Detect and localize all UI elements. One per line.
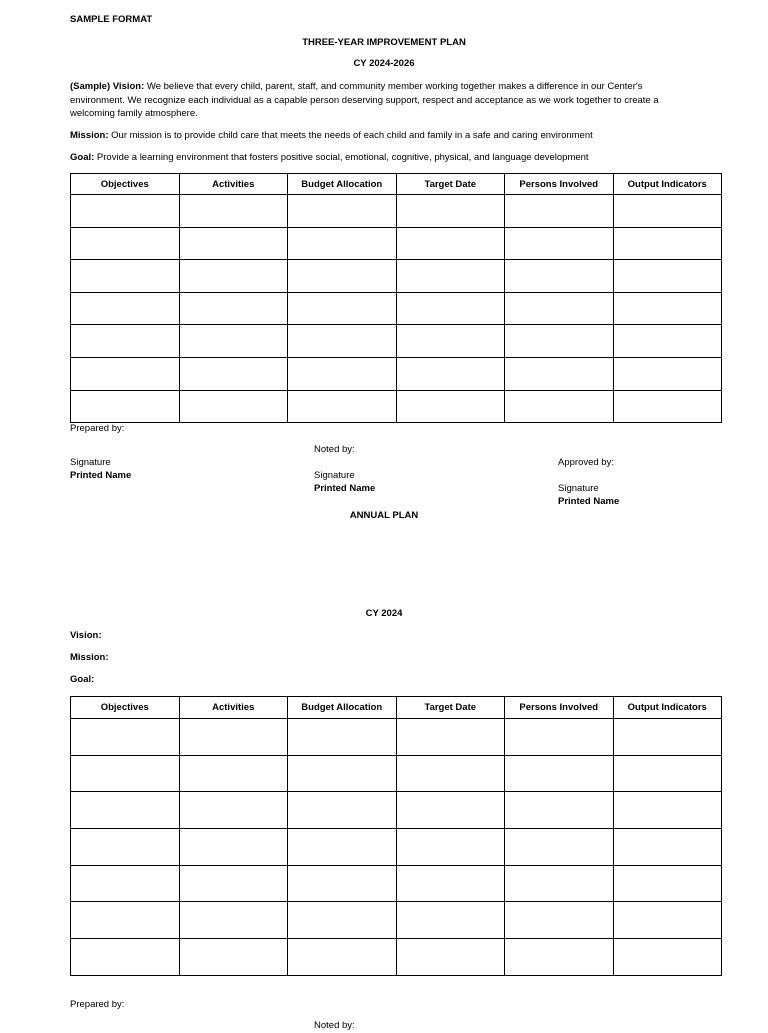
table-cell[interactable] [179, 292, 288, 325]
table-cell[interactable] [179, 829, 288, 866]
table-cell[interactable] [179, 865, 288, 902]
table-row [71, 227, 722, 260]
column-header: Objectives [71, 174, 180, 195]
table-cell[interactable] [396, 829, 505, 866]
column-header: Target Date [396, 174, 505, 195]
table-cell[interactable] [396, 755, 505, 792]
column-header: Output Indicators [613, 174, 722, 195]
table-cell[interactable] [71, 357, 180, 390]
table-cell[interactable] [505, 902, 614, 939]
table-row [71, 829, 722, 866]
annual-plan-title: ANNUAL PLAN [349, 510, 419, 521]
table-cell[interactable] [505, 260, 614, 293]
table-row [71, 195, 722, 228]
table-cell[interactable] [396, 292, 505, 325]
table-cell[interactable] [613, 865, 722, 902]
goal-paragraph [70, 151, 768, 165]
table-cell[interactable] [613, 719, 722, 756]
table-row [71, 719, 722, 756]
table-cell[interactable] [179, 792, 288, 829]
table-cell[interactable] [505, 792, 614, 829]
table-cell[interactable] [288, 792, 397, 829]
mission-text: Our mission is to provide child care that meets the needs of each child and family in a safe and caring environment [111, 130, 593, 141]
table-cell[interactable] [288, 902, 397, 939]
table-cell[interactable] [179, 902, 288, 939]
table-cell[interactable] [505, 325, 614, 358]
sample-format-label: SAMPLE FORMAT [70, 14, 153, 25]
column-header: Budget Allocation [288, 697, 397, 719]
table-cell[interactable] [505, 865, 614, 902]
column-header: Output Indicators [613, 697, 722, 719]
table-cell[interactable] [71, 939, 180, 976]
table-cell[interactable] [613, 292, 722, 325]
table-row [71, 939, 722, 976]
plan-title: THREE-YEAR IMPROVEMENT PLAN [302, 37, 466, 48]
table-cell[interactable] [396, 902, 505, 939]
table-cell[interactable] [396, 227, 505, 260]
table-row [71, 902, 722, 939]
table-row [71, 260, 722, 293]
table-cell[interactable] [396, 260, 505, 293]
table-cell[interactable] [613, 195, 722, 228]
table-cell[interactable] [71, 292, 180, 325]
table-cell[interactable] [288, 260, 397, 293]
three-year-plan-table [70, 173, 722, 423]
signature-label: Signature [70, 457, 111, 468]
table-cell[interactable] [179, 227, 288, 260]
table-row [71, 325, 722, 358]
table-cell[interactable] [288, 829, 397, 866]
column-header: Activities [179, 697, 288, 719]
table-cell[interactable] [179, 325, 288, 358]
table-cell[interactable] [505, 292, 614, 325]
table-cell[interactable] [613, 829, 722, 866]
vision-label: Vision: [70, 630, 102, 641]
table-cell[interactable] [179, 719, 288, 756]
column-header: Target Date [396, 697, 505, 719]
signature-label: Signature [558, 483, 599, 494]
table-header-row [71, 174, 722, 195]
table-cell[interactable] [179, 390, 288, 423]
table-cell[interactable] [288, 719, 397, 756]
table-row [71, 865, 722, 902]
table-cell[interactable] [613, 755, 722, 792]
column-header: Objectives [71, 697, 180, 719]
table-cell[interactable] [71, 260, 180, 293]
annual-plan-year: CY 2024 [365, 608, 403, 619]
column-header: Persons Involved [505, 174, 614, 195]
table-cell[interactable] [71, 390, 180, 423]
column-header: Activities [179, 174, 288, 195]
table-cell[interactable] [71, 792, 180, 829]
table-cell[interactable] [71, 865, 180, 902]
table-cell[interactable] [613, 390, 722, 423]
goal-label: Goal: [70, 674, 95, 685]
table-cell[interactable] [613, 325, 722, 358]
table-cell[interactable] [505, 829, 614, 866]
table-cell[interactable] [288, 357, 397, 390]
table-cell[interactable] [288, 325, 397, 358]
prepared-by-label: Prepared by: [70, 999, 125, 1010]
vision-paragraph [70, 80, 690, 121]
table-cell[interactable] [396, 865, 505, 902]
column-header: Persons Involved [505, 697, 614, 719]
table-cell[interactable] [505, 719, 614, 756]
table-cell[interactable] [71, 755, 180, 792]
table-cell[interactable] [288, 939, 397, 976]
table-cell[interactable] [288, 865, 397, 902]
table-cell[interactable] [396, 939, 505, 976]
column-header: Budget Allocation [288, 174, 397, 195]
mission-label: Mission: [70, 652, 109, 663]
table-cell[interactable] [71, 195, 180, 228]
plan-year: CY 2024-2026 [353, 58, 415, 69]
noted-by-label: Noted by: [314, 1020, 355, 1031]
table-cell[interactable] [288, 195, 397, 228]
table-cell[interactable] [179, 260, 288, 293]
table-cell[interactable] [505, 357, 614, 390]
vision-label: (Sample) Vision: [70, 81, 145, 92]
table-cell[interactable] [396, 325, 505, 358]
table-cell[interactable] [613, 227, 722, 260]
table-cell[interactable] [71, 325, 180, 358]
printed-name-label: Printed Name [314, 483, 376, 494]
table-cell[interactable] [396, 390, 505, 423]
table-cell[interactable] [505, 195, 614, 228]
table-cell[interactable] [288, 227, 397, 260]
table-cell[interactable] [613, 939, 722, 976]
table-cell[interactable] [288, 390, 397, 423]
table-cell[interactable] [288, 292, 397, 325]
table-header-row [71, 697, 722, 719]
table-cell[interactable] [71, 227, 180, 260]
goal-label: Goal: [70, 152, 95, 163]
prepared-by-label: Prepared by: [70, 423, 125, 434]
table-cell[interactable] [396, 357, 505, 390]
table-cell[interactable] [505, 755, 614, 792]
table-cell[interactable] [613, 902, 722, 939]
table-cell[interactable] [396, 719, 505, 756]
table-cell[interactable] [179, 357, 288, 390]
table-row [71, 357, 722, 390]
table-cell[interactable] [71, 829, 180, 866]
table-row [71, 792, 722, 829]
table-cell[interactable] [288, 755, 397, 792]
table-cell[interactable] [396, 792, 505, 829]
approved-by-label: Approved by: [558, 457, 614, 468]
table-cell[interactable] [179, 195, 288, 228]
table-cell[interactable] [505, 227, 614, 260]
table-row [71, 292, 722, 325]
table-cell[interactable] [613, 357, 722, 390]
table-cell[interactable] [396, 195, 505, 228]
printed-name-label: Printed Name [558, 496, 620, 507]
vision-text: We believe that every child, parent, staff, and community member working together makes a difference in our Center's environment. We recognize each individual as a capable person deserving support, respect and acceptance as we work together to create a welcoming family atmosphere. [70, 81, 659, 119]
table-row [71, 390, 722, 423]
printed-name-label: Printed Name [70, 470, 132, 481]
mission-label: Mission: [70, 130, 109, 141]
table-row [71, 755, 722, 792]
table-cell[interactable] [179, 755, 288, 792]
annual-plan-table [70, 696, 722, 976]
table-cell[interactable] [179, 939, 288, 976]
mission-paragraph [70, 129, 768, 143]
signature-label: Signature [314, 470, 355, 481]
goal-text: Provide a learning environment that fosters positive social, emotional, cognitive, physical, and language development [96, 152, 589, 163]
table-cell[interactable] [613, 260, 722, 293]
table-cell[interactable] [505, 390, 614, 423]
table-cell[interactable] [505, 939, 614, 976]
table-cell[interactable] [613, 792, 722, 829]
noted-by-label: Noted by: [314, 444, 355, 455]
table-cell[interactable] [71, 719, 180, 756]
table-cell[interactable] [71, 902, 180, 939]
